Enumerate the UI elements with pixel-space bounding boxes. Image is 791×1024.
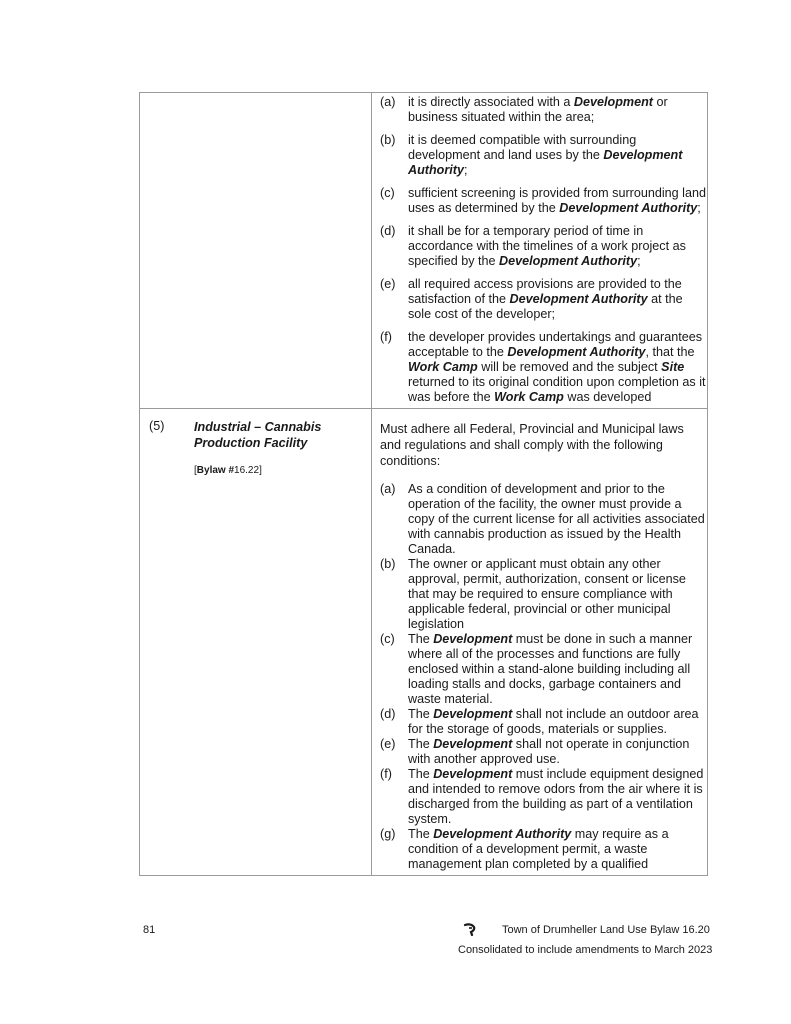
clause-text xyxy=(408,827,707,872)
clause-text-part: The xyxy=(408,632,434,646)
clause-text xyxy=(408,95,707,125)
clause-label: (c) xyxy=(380,186,395,200)
row5-left-cell xyxy=(140,409,372,876)
clause-item xyxy=(380,224,707,269)
footer-document-title: Town of Drumheller Land Use Bylaw 16.20 xyxy=(502,924,710,936)
row5-bylaw-reference xyxy=(194,465,371,477)
table-row-4 xyxy=(140,93,708,409)
defined-term: Development xyxy=(433,737,513,751)
bylaw-table xyxy=(139,92,708,876)
clause-text xyxy=(408,632,707,707)
clause-text xyxy=(408,707,707,737)
clause-text-part: must include equipment designed and intended to remove odors from the air where it is discharged from the building as part of a ventilation system. xyxy=(408,767,704,826)
clause-text xyxy=(408,482,707,557)
clause-label: (a) xyxy=(380,95,396,109)
clause-label: (b) xyxy=(380,133,396,147)
clause-text-part: The xyxy=(408,737,434,751)
clause-text-part: at the sole cost of the developer; xyxy=(408,292,683,321)
clause-text-part: the developer provides undertakings and guarantees acceptable to the xyxy=(408,330,703,359)
defined-term: Development Authority xyxy=(507,345,646,359)
clause-item xyxy=(380,330,707,405)
clause-text-part: returned to its original condition upon completion as it was before the xyxy=(408,375,706,404)
clause-text-part: , that the xyxy=(645,345,695,359)
clause-text xyxy=(408,186,707,216)
row4-clause-list xyxy=(380,95,707,405)
bylaw-close-bracket: ] xyxy=(259,465,262,476)
clause-item xyxy=(380,277,707,322)
clause-text-part: may require as a condition of a development permit, a waste management plan completed by a qualified xyxy=(408,827,669,871)
clause-text xyxy=(408,224,707,269)
clause-text xyxy=(408,330,707,405)
clause-text xyxy=(408,133,707,178)
footer-page-number: 81 xyxy=(143,924,156,936)
clause-item xyxy=(380,95,707,125)
clause-text-part: ; xyxy=(697,201,701,215)
defined-term: Work Camp xyxy=(494,390,564,404)
clause-label: (e) xyxy=(380,277,396,291)
clause-label: (g) xyxy=(380,827,396,841)
clause-text xyxy=(408,557,707,632)
clause-item xyxy=(380,557,707,632)
table-row-5 xyxy=(140,409,708,876)
clause-item xyxy=(380,482,707,557)
clause-text-part: The xyxy=(408,767,434,781)
clause-item xyxy=(380,707,707,737)
bylaw-number: 16.22 xyxy=(234,465,260,476)
clause-label: (c) xyxy=(380,632,395,646)
clause-text xyxy=(408,277,707,322)
clause-label: (d) xyxy=(380,224,396,238)
clause-text-part: all required access provisions are provided to the satisfaction of the xyxy=(408,277,682,306)
clause-text-part: shall not include an outdoor area for the storage of goods, materials or supplies. xyxy=(408,707,699,736)
defined-term: Development Authority xyxy=(499,254,638,268)
defined-term: Development Authority xyxy=(559,201,698,215)
clause-text-part: As a condition of development and prior to the operation of the facility, the owner must provide a copy of the current license for all activities associated with cannabis production as issued by the Health Canada. xyxy=(408,482,705,556)
row4-left-cell xyxy=(140,93,372,409)
clause-item xyxy=(380,827,707,872)
clause-label: (b) xyxy=(380,557,396,571)
row5-right-cell xyxy=(372,409,708,876)
clause-text-part: it shall be for a temporary period of time in accordance with the timelines of a work project as specified by the xyxy=(408,224,686,268)
bylaw-open-bracket: [ xyxy=(194,465,197,476)
clause-text-part: ; xyxy=(637,254,641,268)
defined-term: Development Authority xyxy=(509,292,648,306)
clause-item xyxy=(380,737,707,767)
town-logo-icon xyxy=(463,922,477,936)
clause-label: (e) xyxy=(380,737,396,751)
clause-text-part: ; xyxy=(463,163,468,177)
clause-item xyxy=(380,133,707,178)
clause-item xyxy=(380,186,707,216)
clause-label: (f) xyxy=(380,330,392,344)
defined-term: Site xyxy=(661,360,685,374)
clause-text-part: will be removed and the subject xyxy=(477,360,662,374)
defined-term: Development xyxy=(433,632,513,646)
defined-term: Work Camp xyxy=(408,360,478,374)
clause-text-part: it is deemed compatible with surrounding development and land uses by the xyxy=(408,133,637,162)
clause-item xyxy=(380,632,707,707)
defined-term: Development Authority xyxy=(433,827,572,841)
row5-number: (5) xyxy=(149,419,165,433)
row5-intro-text: Must adhere all Federal, Provincial and Municipal laws and regulations and shall comply with the following conditions: xyxy=(380,422,684,468)
clause-text-part: shall not operate in conjunction with another approved use. xyxy=(408,737,690,766)
row5-title: Industrial – Cannabis Production Facility xyxy=(194,420,322,450)
row5-clause-list xyxy=(380,482,707,872)
row4-right-cell xyxy=(372,93,708,409)
clause-text-part: it is directly associated with a xyxy=(408,95,574,109)
clause-text-part: was developed xyxy=(563,390,652,404)
clause-text-part: The xyxy=(408,707,434,721)
clause-text-part: or business situated within the area; xyxy=(408,95,668,124)
bylaw-prefix: Bylaw # xyxy=(196,465,235,476)
footer-consolidated-note: Consolidated to include amendments to March 2023 xyxy=(458,944,713,956)
clause-label: (f) xyxy=(380,767,392,781)
clause-text-part: The owner or applicant must obtain any other approval, permit, authorization, consent or license that may be required to ensure compliance with applicable federal, provincial or other municipal legislation xyxy=(408,557,686,631)
defined-term: Development xyxy=(433,767,513,781)
clause-text-part: sufficient screening is provided from surrounding land uses as determined by the xyxy=(408,186,706,215)
defined-term: Development Authority xyxy=(408,148,683,177)
clause-text-part: must be done in such a manner where all of the processes and functions are fully enclosed within a stand-alone building including all loading stalls and docks, garbage containers and waste material. xyxy=(408,632,693,706)
clause-text xyxy=(408,737,707,767)
clause-label: (a) xyxy=(380,482,396,496)
clause-text-part: The xyxy=(408,827,434,841)
defined-term: Development xyxy=(573,95,653,109)
clause-text xyxy=(408,767,707,827)
defined-term: Development xyxy=(433,707,513,721)
clause-label: (d) xyxy=(380,707,396,721)
clause-item xyxy=(380,767,707,827)
